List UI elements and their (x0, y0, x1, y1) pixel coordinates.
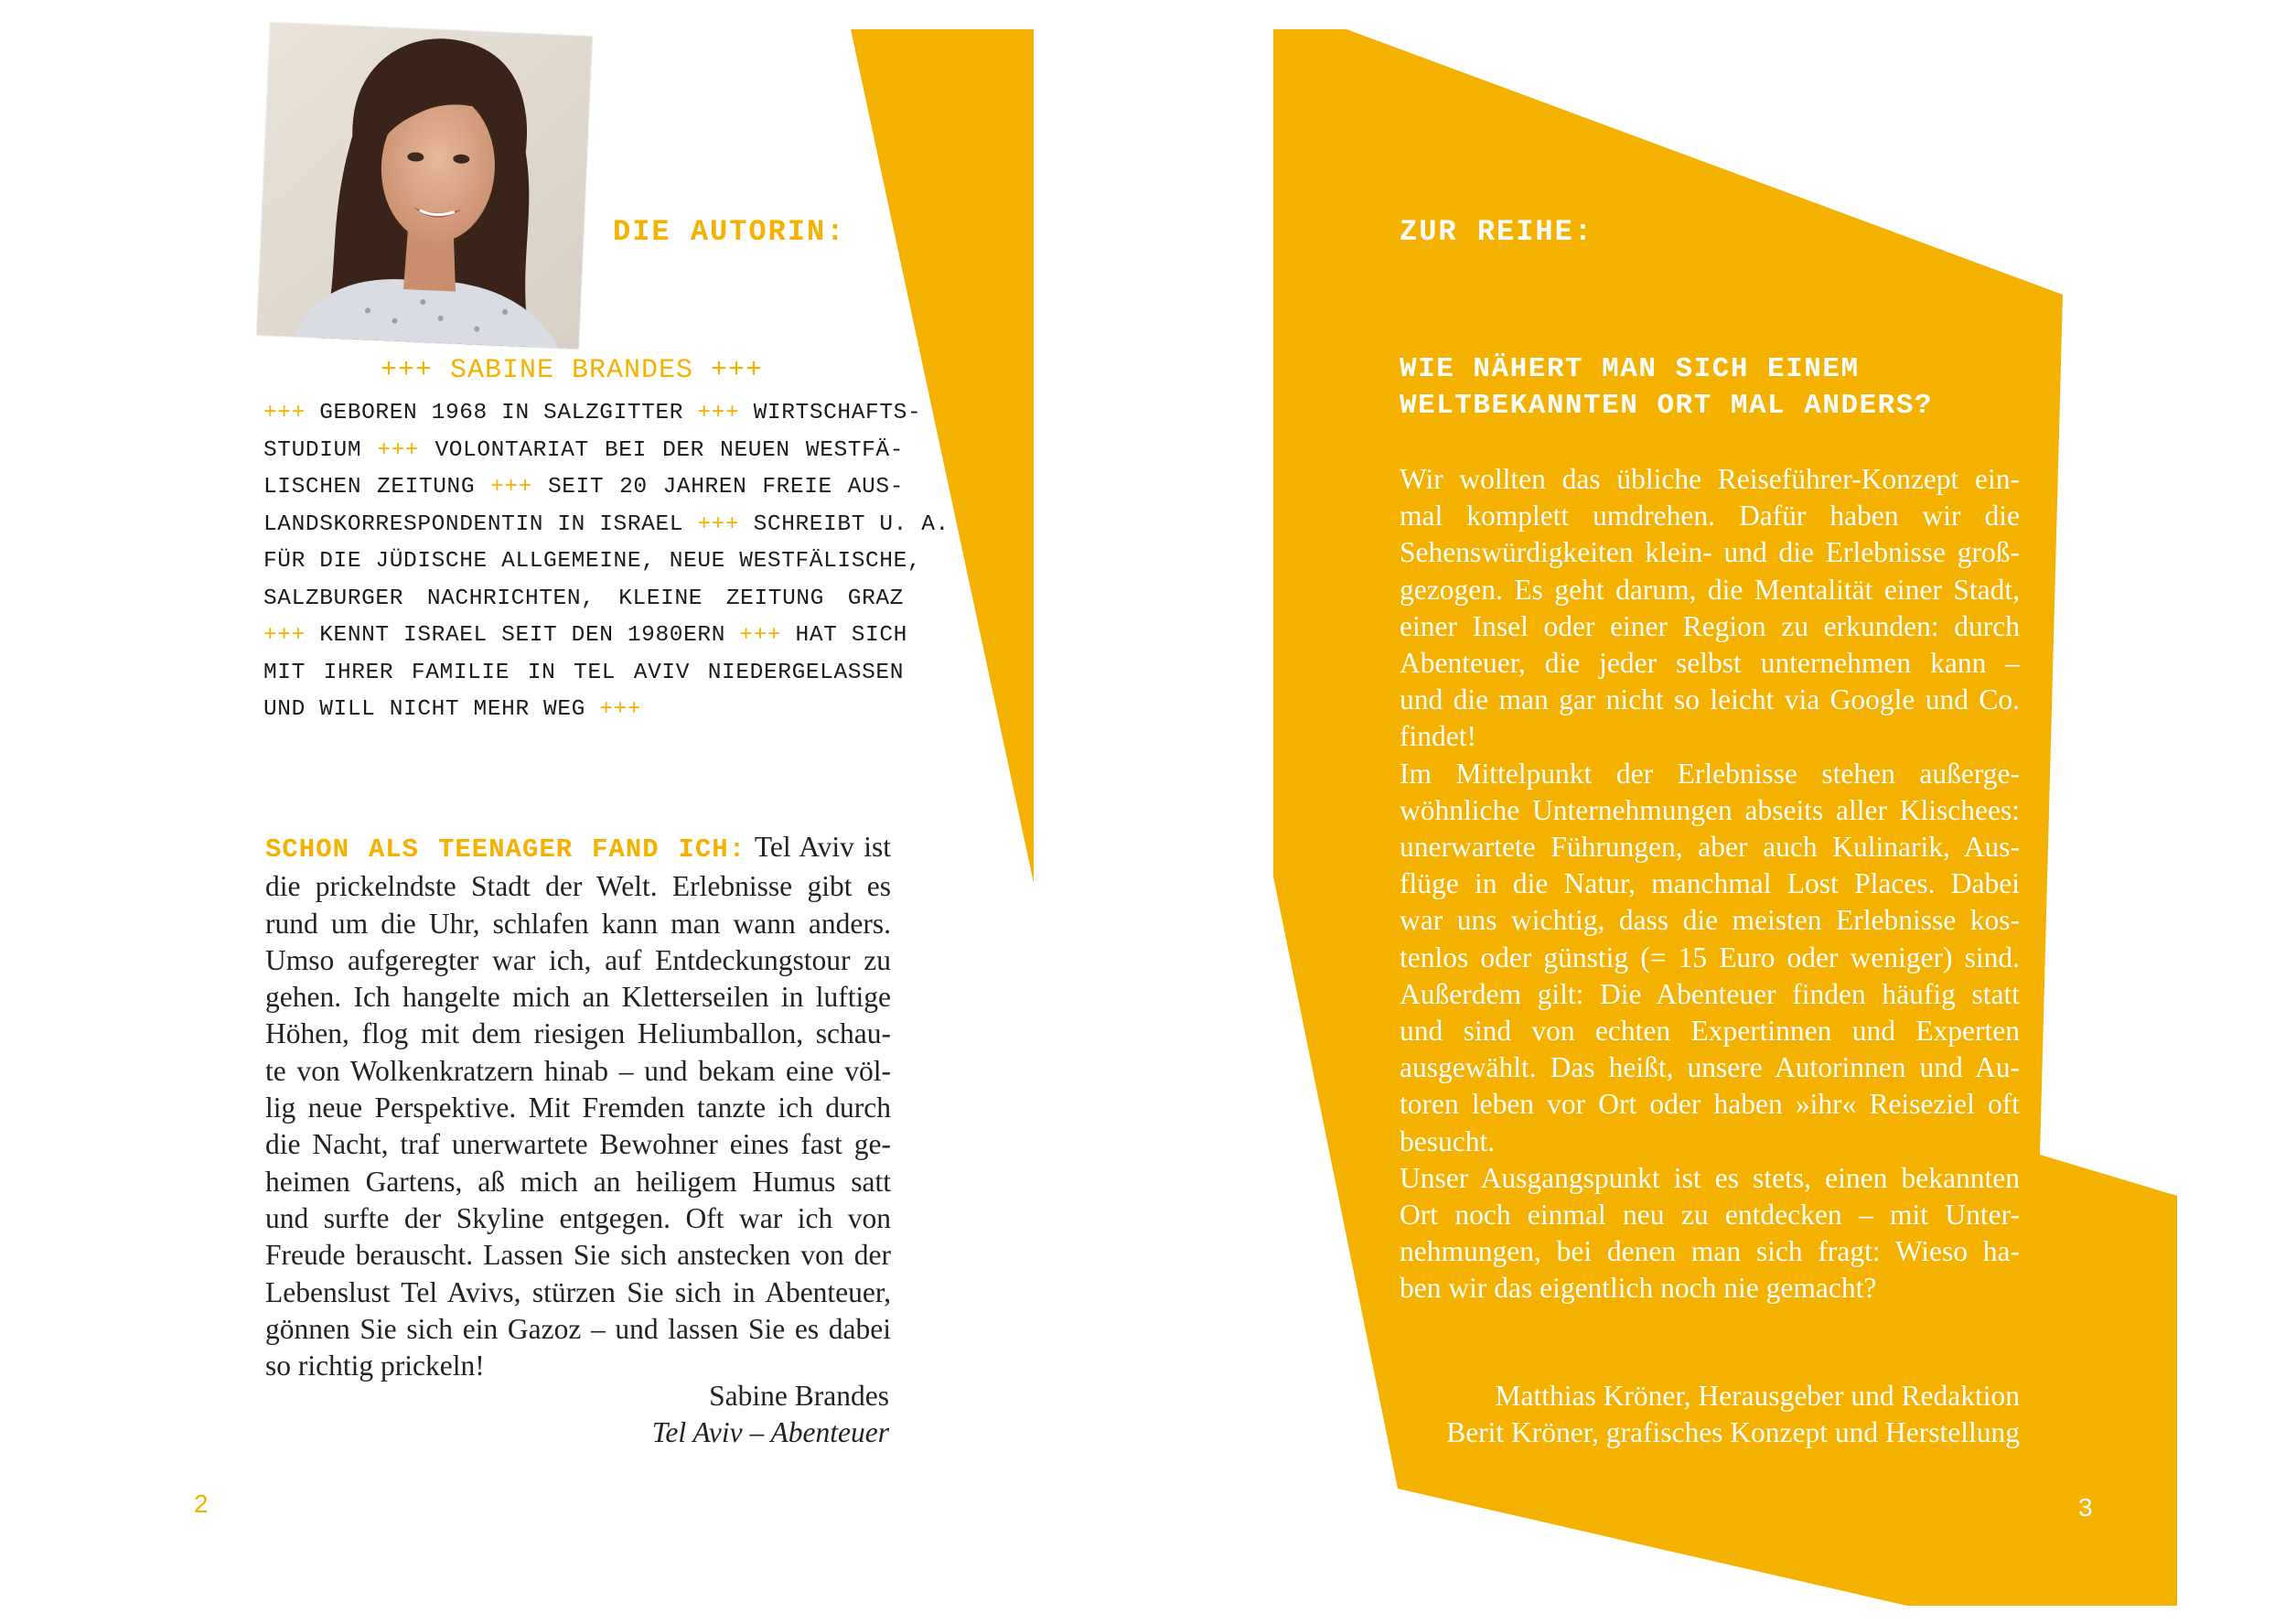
bio-text: LISCHEN ZEITUNG (263, 475, 491, 500)
bio-text: STUDIUM (263, 437, 378, 463)
bio-text: SALZBURGER NACHRICHTEN, KLEINE ZEITUNG GRAZ (263, 586, 904, 611)
bio-separator: +++ (263, 623, 306, 648)
intro-line: heimen Gartens, aß mich an heiligem Humus satt (265, 1165, 891, 1198)
question-line: WIE NÄHERT MAN SICH EINEM (1400, 353, 1860, 385)
series-line: war uns wichtig, dass die meisten Erlebnisse kos- (1400, 904, 2020, 937)
author-intro-text (265, 829, 891, 1384)
credit-editor: Matthias Kröner, Herausgeber und Redaktion (1495, 1380, 2020, 1412)
bio-line (263, 469, 904, 507)
series-line: ausgewählt. Das heißt, unsere Autorinnen und Au- (1400, 1051, 2020, 1084)
bio-text: WIRTSCHAFTS- (739, 401, 922, 425)
series-line: Unser Ausgangspunkt ist es stets, einen bekannten (1400, 1161, 2020, 1194)
intro-line: Lebenslust Tel Avivs, stürzen Sie sich in Abenteuer, (265, 1275, 891, 1308)
series-line: Abenteuer, die jeder selbst unternehmen kann – (1400, 647, 2020, 680)
signature-name: Sabine Brandes (709, 1380, 889, 1412)
series-line: gezogen. Es geht darum, die Mentalität einer Stadt, (1400, 573, 2020, 606)
bio-line (263, 618, 907, 655)
bio-text: GEBOREN 1968 IN SALZGITTER (305, 401, 698, 425)
bio-text: SEIT 20 JAHREN FREIE AUS- (532, 475, 904, 500)
intro-lead: SCHON ALS TEENAGER FAND ICH: (265, 834, 746, 865)
intro-line: Umso aufgeregter war ich, auf Entdeckungstour zu (265, 943, 891, 976)
series-line: unerwartete Führungen, aber auch Kulinarik, Aus- (1400, 831, 2020, 864)
intro-line: die Nacht, traf unerwartete Bewohner eines fast ge- (265, 1128, 891, 1161)
bio-line (263, 581, 904, 618)
series-line: und sind von echten Expertinnen und Experten (1400, 1015, 2020, 1048)
bio-line (263, 692, 904, 729)
bio-separator: +++ (263, 401, 306, 425)
bio-separator: +++ (697, 511, 740, 537)
bio-text: UND WILL NICHT MEHR WEG (263, 697, 600, 722)
series-line: Ort noch einmal neu zu entdecken – mit Unter- (1400, 1199, 2020, 1231)
page-number-left: 2 (194, 1490, 209, 1518)
bio-text: FÜR DIE JÜDISCHE ALLGEMEINE, NEUE WESTFÄLISCHE, (263, 549, 922, 574)
bio-line (263, 543, 922, 581)
bio-text: VOLONTARIAT BEI DER NEUEN WESTFÄ- (419, 437, 905, 463)
bio-separator: +++ (599, 697, 642, 722)
bio-separator: +++ (739, 623, 782, 648)
author-photo (257, 22, 593, 349)
signature-title: Tel Aviv – Abenteuer (651, 1416, 889, 1448)
intro-line: rund um die Uhr, schlafen kann man wann anders. (265, 907, 891, 940)
series-heading: ZUR REIHE: (1400, 215, 1594, 249)
intro-line: Höhen, flog mit dem riesigen Heliumballon, schau- (265, 1017, 891, 1050)
bio-separator: +++ (490, 475, 533, 500)
credit-design: Berit Kröner, grafisches Konzept und Herstellung (1446, 1416, 2020, 1448)
series-line: Sehenswürdigkeiten klein- und die Erlebnisse groß- (1400, 536, 2020, 569)
intro-line: Tel Aviv ist (746, 831, 891, 863)
series-question (1400, 351, 1933, 425)
series-line: toren leben vor Ort oder haben »ihr« Reiseziel oft (1400, 1088, 2020, 1121)
bio-text: LANDSKORRESPONDENTIN IN ISRAEL (263, 511, 698, 537)
series-line: ben wir das eigentlich noch nie gemacht? (1400, 1272, 1877, 1305)
intro-line: gehen. Ich hangelte mich an Kletterseilen in luftige (265, 981, 891, 1014)
bio-line (263, 433, 904, 470)
series-line: einer Insel oder einer Region zu erkunden: durch (1400, 609, 2020, 642)
bio-text: MIT IHRER FAMILIE IN TEL AVIV NIEDERGELASSEN (263, 660, 904, 685)
bio-line (263, 507, 950, 544)
series-line: findet! (1400, 720, 1476, 753)
intro-line: und surfte der Skyline entgegen. Oft war ich von (265, 1201, 891, 1234)
series-body-text (1400, 461, 2020, 1307)
series-line: besucht. (1400, 1124, 1496, 1157)
author-bio (263, 395, 950, 729)
series-line: flüge in die Natur, manchmal Lost Places. Dabei (1400, 867, 2020, 900)
page-number-right: 3 (2078, 1493, 2093, 1522)
question-line: WELTBEKANNTEN ORT MAL ANDERS? (1400, 390, 1933, 422)
bio-line (263, 395, 922, 433)
series-line: mal komplett umdrehen. Dafür haben wir die (1400, 500, 2020, 532)
bio-text: SCHREIBT U. A. (739, 511, 950, 537)
intro-line: so richtig prickeln! (265, 1350, 485, 1382)
series-line: wöhnliche Unternehmungen abseits aller Klischees: (1400, 793, 2020, 826)
bio-separator: +++ (697, 401, 740, 425)
author-heading: DIE AUTORIN: (613, 215, 846, 249)
series-line: tenlos oder günstig (= 15 Euro oder weniger) sind. (1400, 941, 2020, 973)
bio-line (263, 655, 904, 693)
series-line: Außerdem gilt: Die Abenteuer finden häufig statt (1400, 977, 2020, 1010)
series-line: und die man gar nicht so leicht via Google und Co. (1400, 683, 2020, 716)
series-line: nehmungen, bei denen man sich fragt: Wieso ha- (1400, 1235, 2020, 1268)
intro-line: gönnen Sie sich ein Gazoz – und lassen Sie es dabei (265, 1312, 891, 1345)
intro-line: te von Wolkenkratzern hinab – und bekam eine völ- (265, 1054, 891, 1087)
author-name-line: +++ SABINE BRANDES +++ (381, 355, 764, 386)
bio-text: KENNT ISRAEL SEIT DEN 1980ERN (305, 623, 740, 648)
intro-line: Freude berauscht. Lassen Sie sich anstecken von der (265, 1239, 891, 1272)
bio-separator: +++ (377, 437, 420, 463)
intro-line: lig neue Perspektive. Mit Fremden tanzte ich durch (265, 1092, 891, 1124)
series-line: Wir wollten das übliche Reiseführer-Konzept ein- (1400, 463, 2020, 495)
intro-line: die prickelndste Stadt der Welt. Erlebnisse gibt es (265, 870, 891, 903)
series-line: Im Mittelpunkt der Erlebnisse stehen außerge- (1400, 757, 2020, 790)
bio-text: HAT SICH (781, 623, 907, 648)
